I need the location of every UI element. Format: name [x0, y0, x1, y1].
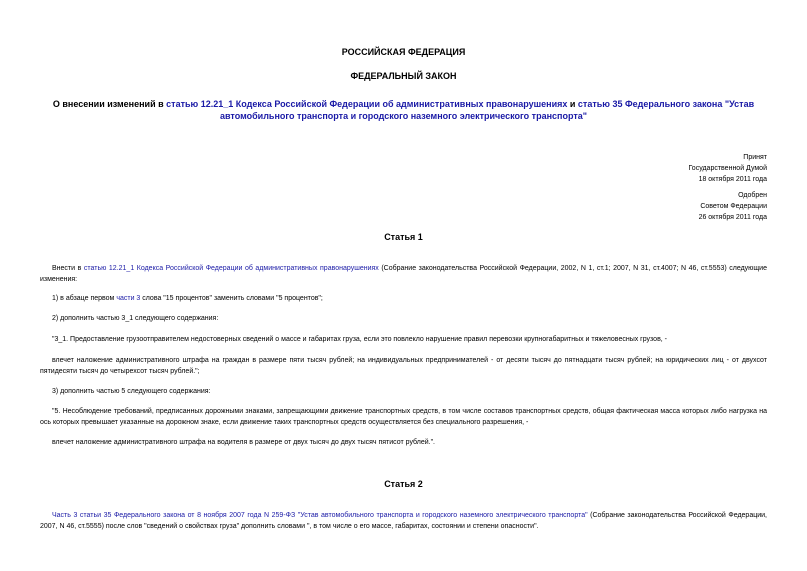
article-2-text: Часть 3 статьи 35 Федерального закона от 8 ноября 2007 года N 259-ФЗ "Устав автомобильного транспорта и городского наземного электрического транспорта" (Собрание законодательства Российской Федерации, 2007, N 46, ст.5555) после слов "сведений о свойствах груза" дополнить словами ", в том числе о его массе, габаритах, состоянии и степени опасности".	[40, 512, 767, 530]
article-1-penalty-1: влечет наложение административного штрафа на граждан в размере пяти тысяч рублей; на индивидуальных предпринимателей - от десяти тысяч до пятнадцати тысяч рублей; на юридических лиц - от двухсот пятидесяти тысяч до четырехсот тысяч рублей.";	[40, 357, 767, 375]
adopted-label: Принят	[743, 154, 767, 161]
law-type-heading: ФЕДЕРАЛЬНЫЙ ЗАКОН	[350, 71, 457, 81]
approval-block	[699, 190, 767, 223]
adopted-by: Государственной Думой	[688, 165, 767, 172]
approved-by: Советом Федерации	[700, 203, 767, 210]
article-1-link-koap[interactable]: статью 12.21_1 Кодекса Российской Федерации об административных правонарушениях	[83, 265, 379, 272]
article-2-link-ustav[interactable]: Часть 3 статьи 35 Федерального закона от 8 ноября 2007 года N 259-ФЗ "Устав автомобильного транспорта и городского наземного электрического транспорта"	[52, 512, 588, 519]
article-1-quote-1: "3_1. Предоставление грузоотправителем недостоверных сведений о массе и габаритах груза, если это повлекло нарушение правил перевозки крупногабаритных и тяжеловесных грузов, -	[52, 336, 668, 343]
adoption-block	[688, 152, 767, 185]
article-1-penalty-2: влечет наложение административного штрафа на водителя в размере от двух тысяч до двух тысяч пятисот рублей.".	[52, 439, 435, 446]
article-1-link-part3[interactable]: части 3	[116, 295, 141, 302]
article-1-item-3: 3) дополнить частью 5 следующего содержания:	[52, 388, 211, 395]
adopted-date: 18 октября 2011 года	[698, 176, 767, 183]
title-part-2: и	[567, 99, 578, 109]
approved-label: Одобрен	[738, 192, 767, 199]
law-title	[40, 98, 767, 122]
article-2-heading: Статья 2	[384, 479, 423, 489]
article-1-item-1: 1) в абзаце первом части 3 слова "15 процентов" заменить словами "5 процентов";	[52, 295, 323, 302]
article-1-heading: Статья 1	[384, 232, 423, 242]
approved-date: 26 октября 2011 года	[698, 214, 767, 221]
title-part-1: О внесении изменений в	[52, 99, 167, 109]
article-1-quote-2: "5. Несоблюдение требований, предписанных дорожными знаками, запрещающими движение транспортных средств, в том числе составов транспортных средств, общая фактическая масса которых либо нагрузка на ось которых превышает указанные на дорожном знаке, если движение таких транспортных средств осуществляется без специального разрешения, -	[40, 408, 767, 426]
title-link-ustav[interactable]: статью 35 Федерального закона "Устав автомобильного транспорта и городского наземного электрического транспорта"	[219, 99, 755, 121]
article-1-item-2: 2) дополнить частью 3_1 следующего содержания:	[52, 315, 219, 322]
country-heading: РОССИЙСКАЯ ФЕДЕРАЦИЯ	[341, 47, 466, 57]
title-link-koap[interactable]: статью 12.21_1 Кодекса Российской Федерации об административных правонарушениях	[166, 99, 568, 109]
article-1-intro: Внести в статью 12.21_1 Кодекса Российской Федерации об административных правонарушениях (Собрание законодательства Российской Федерации, 2002, N 1, ст.1; 2007, N 31, ст.4007; N 46, ст.5553) следующие изменения:	[40, 265, 767, 283]
